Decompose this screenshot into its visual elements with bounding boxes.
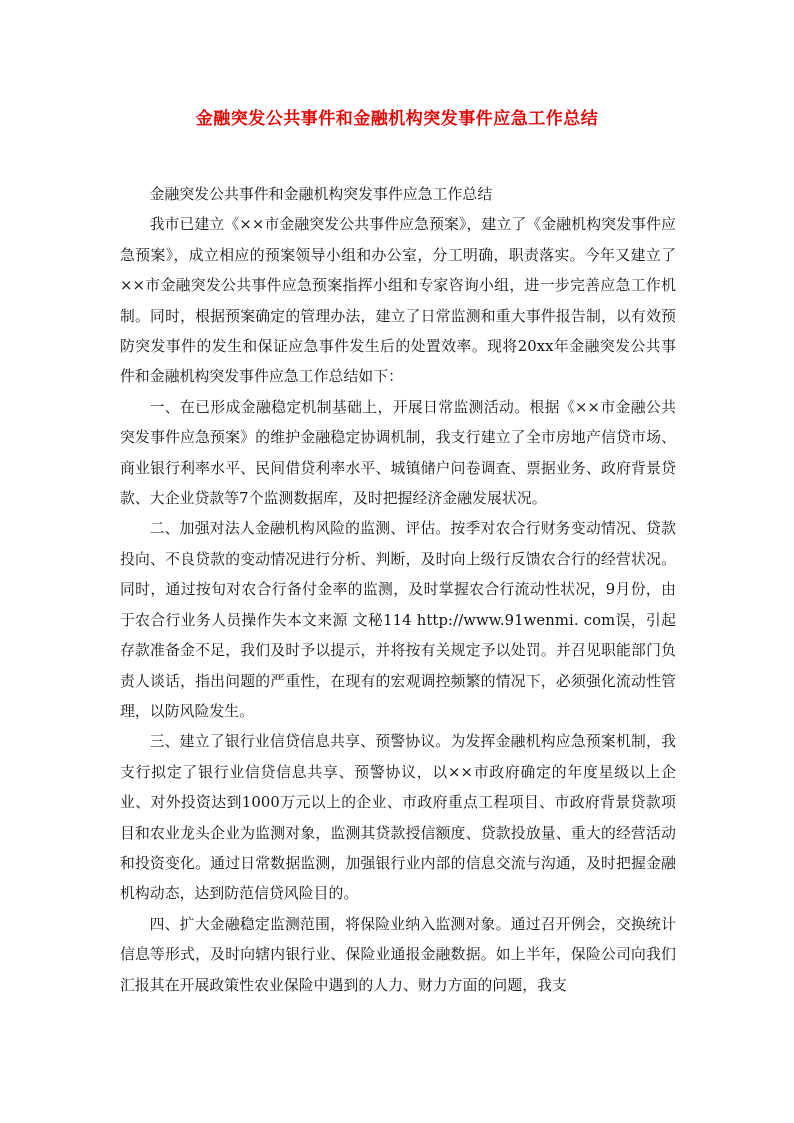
paragraph-section-3: 三、建立了银行业信贷信息共享、预警协议。为发挥金融机构应急预案机制，我支行拟定了银行业信贷信息共享、预警协议，以××市政府确定的年度星级以上企业、对外投资达到1000万元以上的企业、市政府重点工程项目、市政府背景贷款项目和农业龙头企业为监测对象，监测其贷款授信额度、贷款投放量、重大的经营活动和投资变化。通过日常数据监测，加强银行业内部的信息交流与沟通，及时把握金融机构动态，达到防范信贷风险目的。 <box>120 733 676 903</box>
document-title: 金融突发公共事件和金融机构突发事件应急工作总结 <box>195 109 599 129</box>
paragraph-section-2: 二、加强对法人金融机构风险的监测、评估。按季对农合行财务变动情况、贷款投向、不良贷款的变动情况进行分析、判断，及时向上级行反馈农合行的经营状况。同时，通过按旬对农合行备付金率的监测，及时掌握农合行流动性状况，9月份，由于农合行业务人员操作失本文来源 文秘114 http://www.91wenmi. com误，引起存款准备金不足，我们及时予以提示，并将按有关规定予以处罚。并召见职能部门负责人谈话，指出问题的严重性，在现有的宏观调控频繁的情况下，必须强化流动性管理，以防风险发生。 <box>120 520 676 720</box>
paragraph-intro: 我市已建立《××市金融突发公共事件应急预案》，建立了《金融机构突发事件应急预案》，成立相应的预案领导小组和办公室，分工明确，职责落实。今年又建立了××市金融突发公共事件应急预案指挥小组和专家咨询小组，进一步完善应急工作机制。同时，根据预案确定的管理办法，建立了日常监测和重大事件报告制，以有效预防突发事件的发生和保证应急事件发生后的处置效率。现将20xx年金融突发公共事件和金融机构突发事件应急工作总结如下： <box>120 216 676 386</box>
paragraph-section-4: 四、扩大金融稳定监测范围，将保险业纳入监测对象。通过召开例会，交换统计信息等形式，及时向辖内银行业、保险业通报金融数据。如上半年，保险公司向我们汇报其在开展政策性农业保险中遇到的人力、财力方面的问题，我支 <box>120 915 676 994</box>
paragraph-subtitle: 金融突发公共事件和金融机构突发事件应急工作总结 <box>149 186 493 203</box>
document-body <box>120 180 676 1001</box>
paragraph-section-1: 一、在已形成金融稳定机制基础上，开展日常监测活动。根据《××市金融公共突发事件应急预案》的维护金融稳定协调机制，我支行建立了全市房地产信贷市场、商业银行利率水平、民间借贷利率水平、城镇储户问卷调查、票据业务、政府背景贷款、大企业贷款等7个监测数据库，及时把握经济金融发展状况。 <box>120 398 676 508</box>
